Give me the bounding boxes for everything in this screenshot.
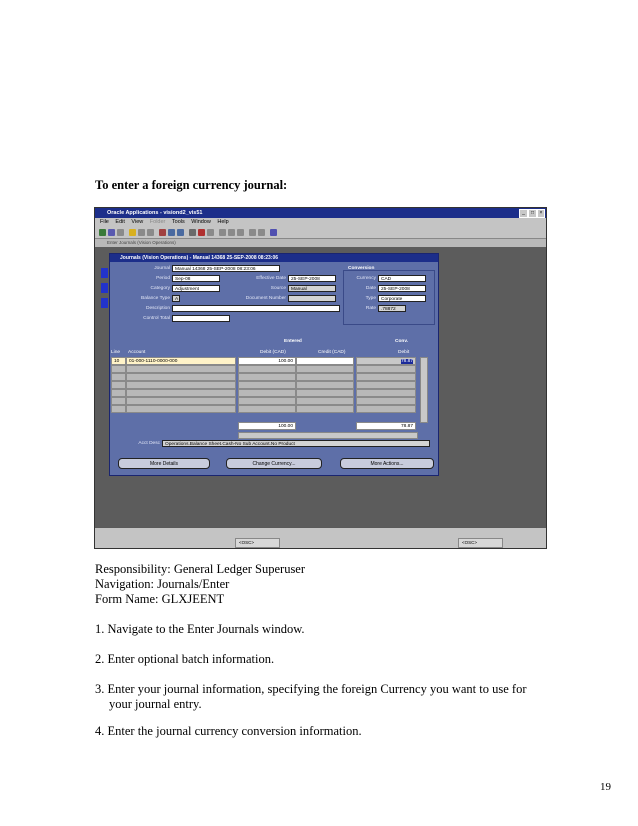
- more-actions-button[interactable]: More Actions...: [340, 458, 434, 469]
- conv-debit-cell[interactable]: [356, 389, 416, 397]
- step-2: 2. Enter optional batch information.: [95, 652, 275, 666]
- conversion-type-field[interactable]: Corporate: [378, 295, 426, 302]
- conv-debit-cell[interactable]: [356, 381, 416, 389]
- total-conv-field: 78.87: [356, 422, 416, 430]
- debit-cell[interactable]: [238, 389, 296, 397]
- step-3-continued: your journal entry.: [109, 697, 202, 711]
- line-number-cell[interactable]: 10: [111, 357, 126, 365]
- menu-view[interactable]: View: [131, 219, 144, 225]
- credit-cell[interactable]: [296, 381, 354, 389]
- conv-debit-cell[interactable]: [356, 405, 416, 413]
- currency-label: Currency: [356, 276, 376, 281]
- credit-cell[interactable]: [296, 365, 354, 373]
- responsibility-line: Responsibility: General Ledger Superuser: [95, 562, 306, 576]
- category-label: Category: [150, 286, 170, 291]
- conversion-date-field[interactable]: 25-SEP-2008: [378, 285, 426, 292]
- find-icon[interactable]: [108, 229, 115, 236]
- status-bar: [95, 528, 546, 548]
- debit-cell[interactable]: [238, 373, 296, 381]
- effective-date-label: Effective Date: [256, 276, 286, 281]
- line-number-cell[interactable]: [111, 365, 126, 373]
- new-record-icon[interactable]: [189, 229, 196, 236]
- menu-edit[interactable]: Edit: [115, 219, 125, 225]
- journals-window: [109, 253, 439, 476]
- change-currency-button[interactable]: Change Currency...: [226, 458, 322, 469]
- debit-column-header: Debit (CAD): [260, 350, 286, 355]
- status-cell: <OSC>: [458, 538, 503, 548]
- conv-group-header: Conv.: [395, 339, 408, 344]
- help-icon[interactable]: [270, 229, 277, 236]
- more-details-button[interactable]: More Details: [118, 458, 210, 469]
- total-debit-field: 100.00: [238, 422, 296, 430]
- conv-debit-cell[interactable]: [356, 365, 416, 373]
- entered-group-header: Entered: [284, 339, 302, 344]
- navigator-icon[interactable]: [117, 229, 124, 236]
- window-help-icon[interactable]: [258, 229, 265, 236]
- conv-debit-cell[interactable]: [356, 357, 416, 365]
- conversion-date-label: Date: [365, 286, 376, 291]
- account-column-header: Account: [128, 350, 146, 355]
- acct-desc-label: Acct Desc: [138, 441, 160, 446]
- paste-icon[interactable]: [177, 229, 184, 236]
- journals-window-title: Journals (Vision Operations) - Manual 14368 25-SEP-2008 08:23:06: [120, 255, 279, 261]
- period-label: Period: [156, 276, 170, 281]
- line-number-cell[interactable]: [111, 405, 126, 413]
- description-field[interactable]: [172, 305, 340, 312]
- cut-icon[interactable]: [159, 229, 166, 236]
- balance-type-field[interactable]: A: [172, 295, 180, 302]
- menu-folder[interactable]: Folder: [149, 219, 166, 225]
- app-title: Oracle Applications - visiond2_vis51: [107, 210, 203, 216]
- lines-horizontal-scrollbar[interactable]: [238, 432, 418, 439]
- menu-help[interactable]: Help: [217, 219, 229, 225]
- zoom-icon[interactable]: [219, 229, 226, 236]
- close-icon[interactable]: ×: [537, 209, 545, 218]
- delete-record-icon[interactable]: [198, 229, 205, 236]
- debit-cell[interactable]: [238, 397, 296, 405]
- line-number-cell[interactable]: [111, 373, 126, 381]
- menu-file[interactable]: File: [100, 219, 109, 225]
- menu-window[interactable]: Window: [191, 219, 211, 225]
- rate-label: Rate: [365, 306, 376, 311]
- translations-icon[interactable]: [228, 229, 235, 236]
- lines-vertical-scrollbar[interactable]: [420, 357, 428, 423]
- line-column-header: Line: [111, 350, 121, 355]
- page-number: 19: [600, 781, 611, 793]
- source-label: Source: [270, 286, 286, 291]
- balance-type-label: Balance Type: [141, 296, 170, 301]
- attachments-icon[interactable]: [237, 229, 244, 236]
- document-number-label: Document Number: [245, 296, 286, 301]
- effective-date-field[interactable]: 25-SEP-2008: [288, 275, 336, 282]
- section-heading: To enter a foreign currency journal:: [95, 178, 288, 192]
- left-indicator: [101, 268, 108, 278]
- step-1: 1. Navigate to the Enter Journals window.: [95, 622, 305, 636]
- left-indicator: [101, 283, 108, 293]
- credit-cell[interactable]: [296, 373, 354, 381]
- oracle-screenshot: [94, 207, 547, 549]
- journal-label: Journal: [154, 266, 170, 271]
- line-number-cell[interactable]: [111, 381, 126, 389]
- account-cell[interactable]: [126, 365, 236, 373]
- category-field[interactable]: Adjustment: [172, 285, 220, 292]
- debit-cell[interactable]: [238, 365, 296, 373]
- save-icon[interactable]: [129, 229, 136, 236]
- left-indicator: [101, 298, 108, 308]
- background-form-title: Enter Journals (Vision Operations): [107, 240, 176, 245]
- account-cell[interactable]: [126, 373, 236, 381]
- period-field[interactable]: Sep-08: [172, 275, 220, 282]
- credit-cell[interactable]: [296, 397, 354, 405]
- edit-field-icon[interactable]: [207, 229, 214, 236]
- credit-cell[interactable]: [296, 389, 354, 397]
- conv-debit-cell[interactable]: [356, 373, 416, 381]
- journal-field[interactable]: Manual 14368 25-SEP-2008 08:23:06: [172, 265, 280, 272]
- maximize-icon[interactable]: □: [528, 209, 537, 218]
- app-titlebar: [95, 208, 546, 218]
- account-cell[interactable]: [126, 389, 236, 397]
- source-field: Manual: [288, 285, 336, 292]
- navigation-line: Navigation: Journals/Enter: [95, 577, 230, 591]
- acct-desc-field: Operations.Balance Sheet.Cash-No Sub Account.No Product: [162, 440, 430, 447]
- debit-cell[interactable]: [238, 381, 296, 389]
- description-label: Description: [146, 306, 170, 311]
- currency-field[interactable]: CAD: [378, 275, 426, 282]
- rate-field: .78872: [378, 305, 406, 312]
- credit-column-header: Credit (CAD): [318, 350, 346, 355]
- line-number-cell[interactable]: [111, 389, 126, 397]
- copy-icon[interactable]: [168, 229, 175, 236]
- account-cell[interactable]: [126, 397, 236, 405]
- credit-cell[interactable]: [296, 357, 354, 365]
- account-cell[interactable]: [126, 405, 236, 413]
- menu-tools[interactable]: Tools: [171, 219, 185, 225]
- form-name-line: Form Name: GLXJEENT: [95, 592, 225, 606]
- minimize-icon[interactable]: _: [519, 209, 528, 218]
- background-form-bar: [95, 239, 546, 247]
- debit-cell[interactable]: 100.00: [238, 357, 296, 365]
- line-number-cell[interactable]: [111, 397, 126, 405]
- new-icon[interactable]: [99, 229, 106, 236]
- conv-debit-value: 78.87: [400, 359, 413, 364]
- control-total-field[interactable]: [172, 315, 230, 322]
- debit-cell[interactable]: [238, 405, 296, 413]
- print-icon[interactable]: [138, 229, 145, 236]
- step-4: 4. Enter the journal currency conversion information.: [95, 724, 362, 738]
- credit-cell[interactable]: [296, 405, 354, 413]
- conv-debit-column-header: Debit: [398, 350, 410, 355]
- conversion-label: Conversion: [348, 266, 375, 271]
- toolbar: [95, 227, 546, 239]
- status-cell: <OSC>: [235, 538, 280, 548]
- menu-bar: [95, 218, 546, 227]
- close-form-icon[interactable]: [147, 229, 154, 236]
- control-total-label: Control Total: [143, 316, 170, 321]
- folder-tools-icon[interactable]: [249, 229, 256, 236]
- account-cell[interactable]: 01-000-1110-0000-000: [126, 357, 236, 365]
- conv-debit-cell[interactable]: [356, 397, 416, 405]
- conversion-type-label: Type: [365, 296, 376, 301]
- step-3: 3. Enter your journal information, specifying the foreign Currency you want to use for: [95, 682, 527, 696]
- journals-window-titlebar: [110, 254, 438, 262]
- account-cell[interactable]: [126, 381, 236, 389]
